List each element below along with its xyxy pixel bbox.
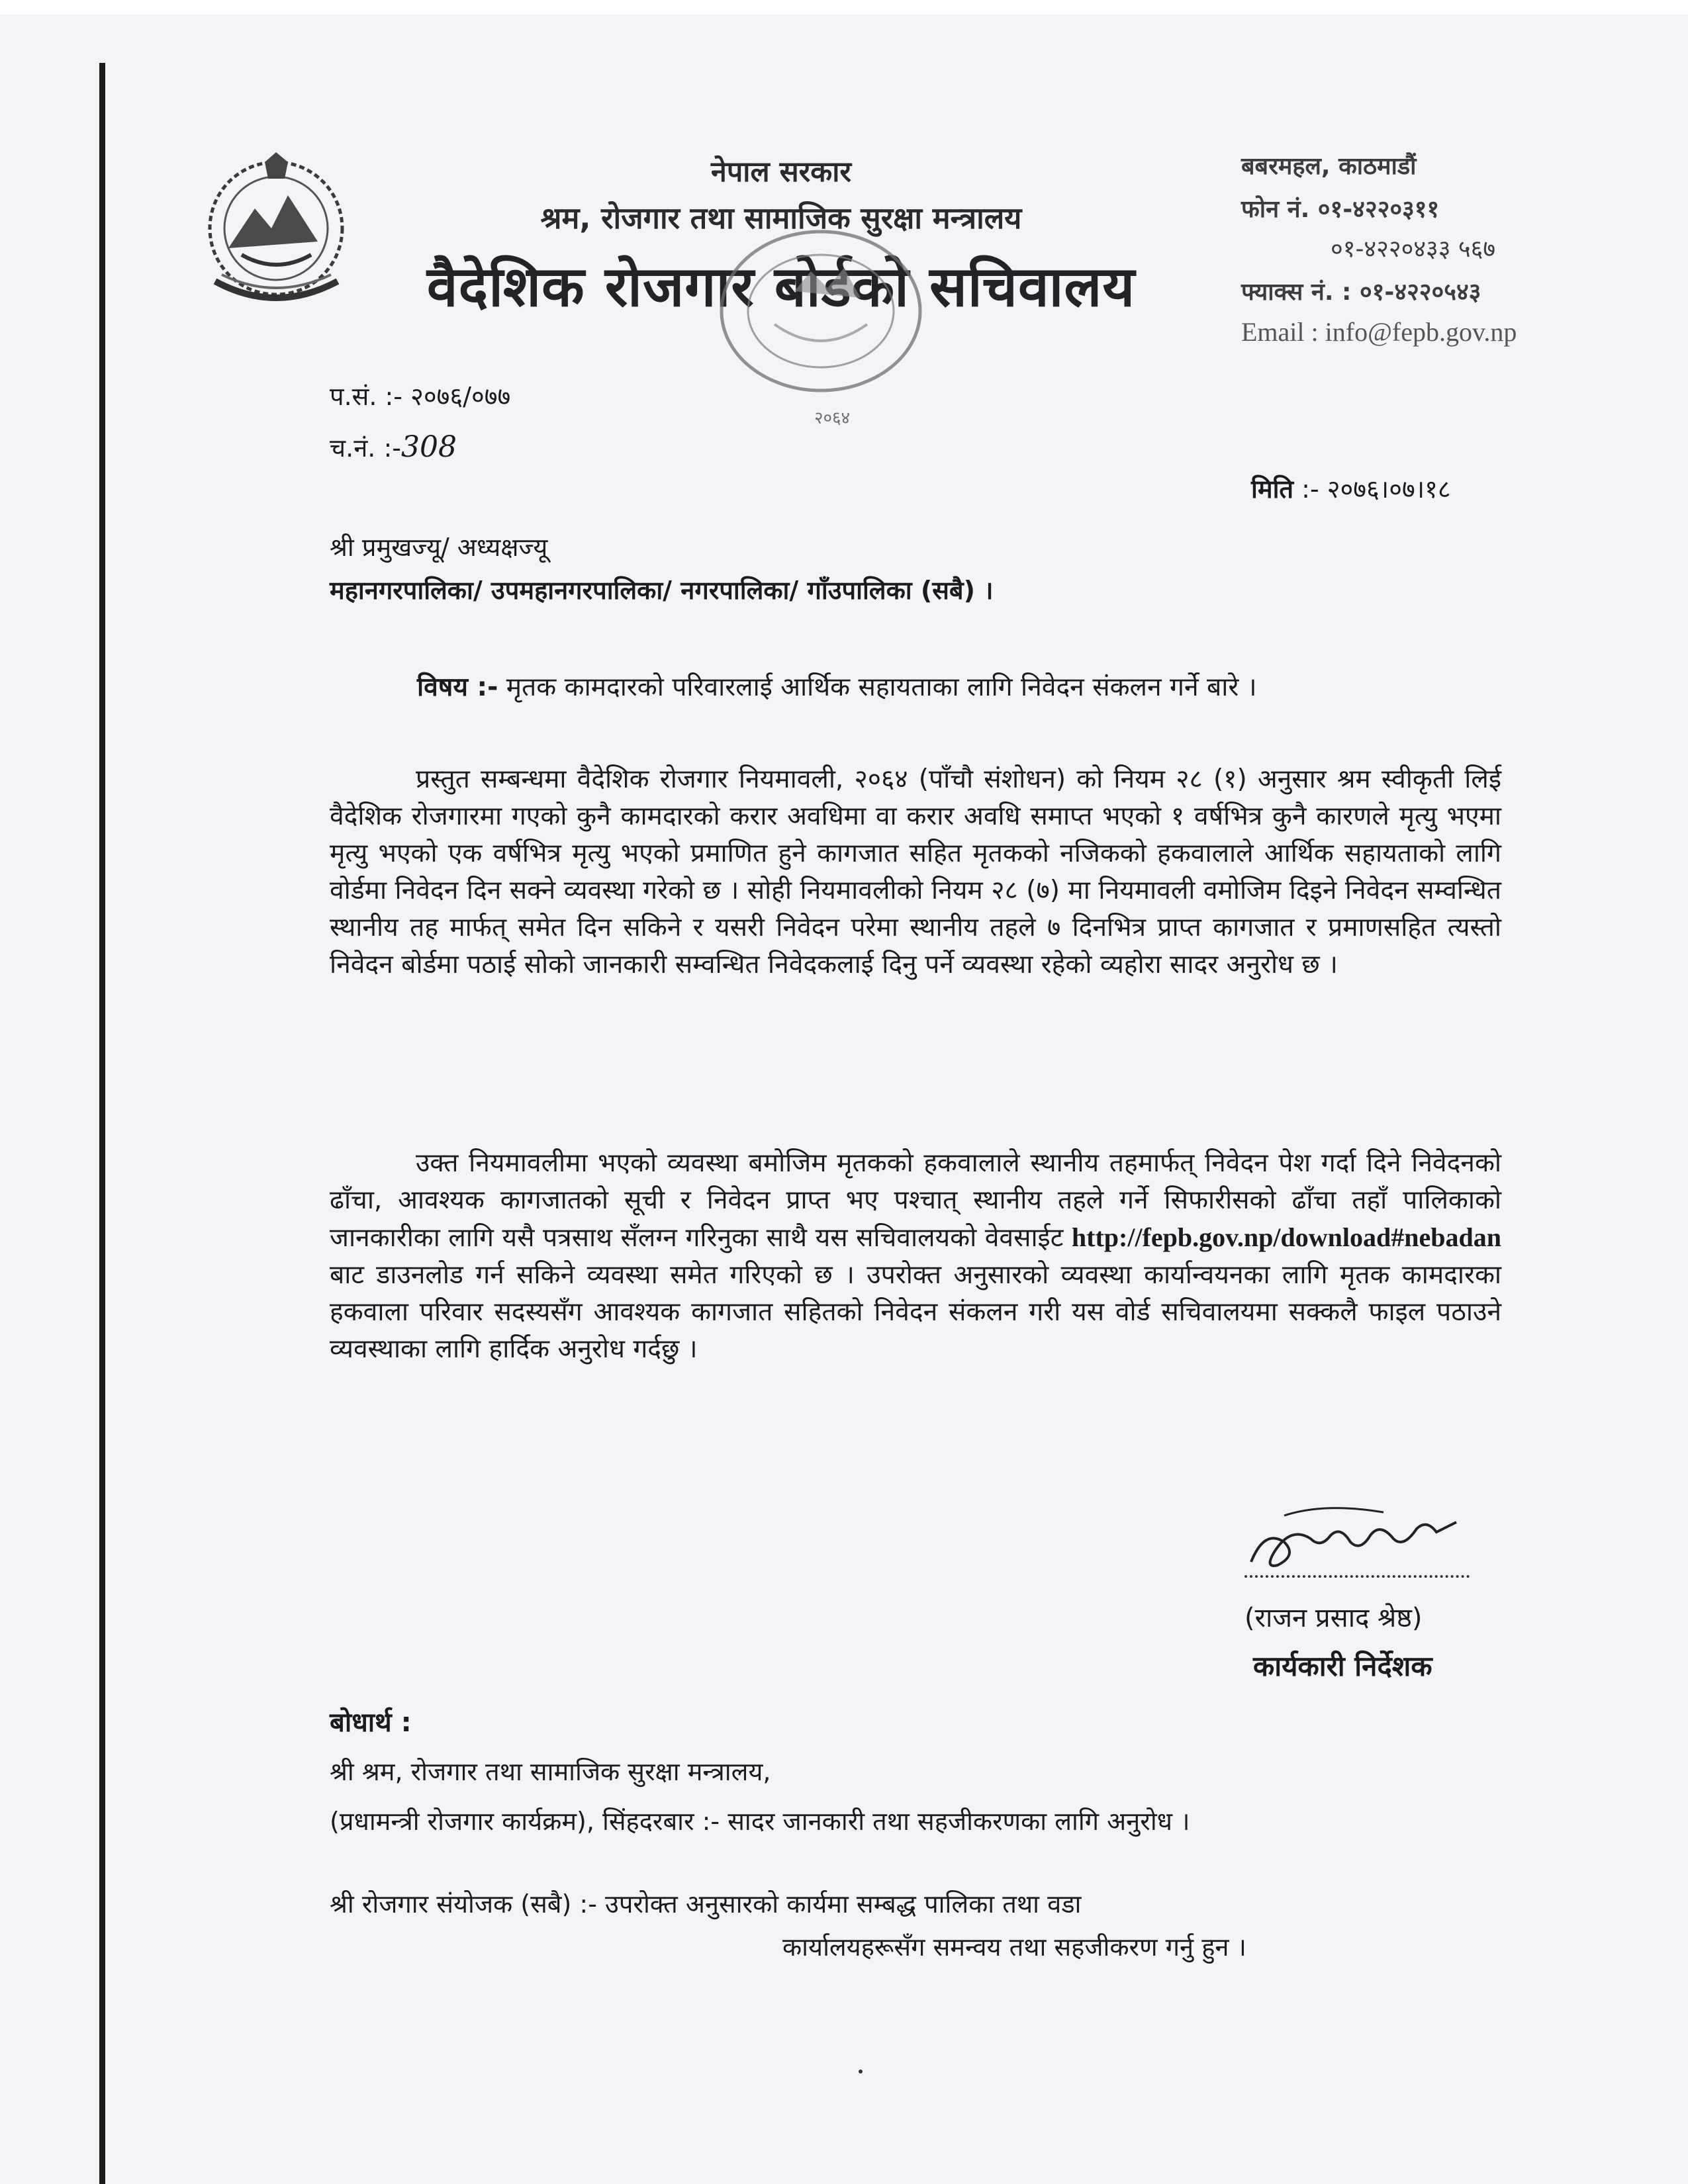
body-paragraph-2-text-a: उक्त नियमावलीमा भएको व्यवस्था बमोजिम मृतकको हकवालाले स्थानीय तहमार्फत् निवेदन पेश गर्दा दिने निवेदनको ढाँचा, आवश्यक कागजातको सूची र निवेदन प्राप्त भए पश्चात् स्थानीय तहले गर्ने सिफारीसको ढाँचा तहाँ पालिकाको जानकारीका लागि यसै पत्रसाथ सँलग्न गरिनुका साथै यस सचिवालयको वेवसाईट [330, 1148, 1501, 1253]
fiscal-year-value: २०७६/०७७ [410, 382, 511, 411]
body-paragraph-1-text: प्रस्तुत सम्बन्धमा वैदेशिक रोजगार नियमावली, २०६४ (पाँचौ संशोधन) को नियम २८ (१) अनुसार श्रम स्वीकृती लिई वैदेशिक रोजगारमा गएको कुनै कामदारको करार अवधिमा वा करार अवधि समाप्त भएको १ वर्षभित्र कुनै कारणले मृत्यु भएमा मृत्यु भएको एक वर्षभित्र मृत्यु भएको प्रमाणित हुने कागजात सहित मृतकको नजिकको हकवालाले आर्थिक सहायताको लागि वोर्डमा निवेदन दिन सक्ने व्यवस्था गरेको छ । सोही नियमावलीको नियम २८ (७) मा नियमावली वमोजिम दिइने निवेदन सम्वन्धित स्थानीय तह मार्फत् समेत दिन सकिने र यसरी निवेदन परेमा स्थानीय तहले ७ दिनभित्र प्राप्त कागजात र प्रमाणसहित त्यस्तो निवेदन बोर्डमा पठाई सोको जानकारी सम्वन्धित निवेदकलाई दिनु पर्ने व्यवस्था रहेको व्यहोरा सादर अनुरोध छ । [330, 764, 1501, 979]
government-title: नेपाल सरकार [711, 156, 851, 189]
subject-label: विषय :- [417, 672, 498, 702]
body-paragraph-2 [330, 1145, 1501, 1368]
cc-line-4: कार्यालयहरूसँग समन्वय तथा सहजीकरण गर्नु हुन । [782, 1933, 1246, 1962]
body-paragraph-1 [330, 761, 1501, 983]
official-seal-stamp [695, 225, 947, 424]
signer-name: (राजन प्रसाद श्रेष्ठ) [1244, 1603, 1423, 1633]
body-paragraph-2-text-b: बाट डाउनलोड गर्न सकिने व्यवस्था समेत गरिएको छ । उपरोक्त अनुसारको व्यवस्था कार्यान्वयनका लागि मृतक कामदारका हकवाला परिवार सदस्यसँग आवश्यक कागजात सहितको निवेदन संकलन गरी यस वोर्ड सचिवालयमा सक्कलै फाइल पठाउने व्यवस्थाका लागि हार्दिक अनुरोध गर्दछु । [330, 1260, 1501, 1364]
addressee-line-1: श्री प्रमुखज्यू/ अध्यक्षज्यू [330, 533, 548, 562]
download-url: http://fepb.gov.np/download#nebadan [1071, 1222, 1501, 1252]
fiscal-year-label: प.सं. :- [330, 382, 403, 411]
scan-edge [0, 0, 1688, 15]
left-margin-rule [99, 63, 105, 2184]
date-label: मिति [1251, 475, 1294, 504]
subject-text: मृतक कामदारको परिवारलाई आर्थिक सहायताका लागि निवेदन संकलन गर्ने बारे । [506, 672, 1257, 702]
contact-phone: फोन नं. ०१-४२२०३११ [1241, 196, 1440, 223]
subject-line [417, 668, 1257, 704]
addressee-line-2: महानगरपालिका/ उपमहानगरपालिका/ नगरपालिका/ गाँउपालिका (सबै) । [330, 576, 994, 605]
contact-email: Email : info@fepb.gov.np [1241, 317, 1517, 347]
secretariat-title: वैदेशिक रोजगार बोर्डको सचिवालय [426, 254, 1136, 319]
fiscal-year-ref [330, 379, 510, 413]
cc-line-1: श्री श्रम, रोजगार तथा सामाजिक सुरक्षा मन्त्रालय, [330, 1757, 771, 1786]
date-value: :- २०७६।०७।१८ [1301, 475, 1451, 504]
dispatch-number-handwritten: 308 [400, 430, 457, 464]
contact-phone-2: ०१-४२२०४३३ ५६७ [1331, 236, 1496, 263]
dispatch-number-ref [330, 430, 457, 465]
contact-address: बबरमहल, काठमाडौं [1241, 153, 1417, 180]
cc-line-3: श्री रोजगार संयोजक (सबै) :- उपरोक्त अनुसारको कार्यमा सम्बद्ध पालिका तथा वडा [330, 1889, 1082, 1919]
contact-fax: फ्याक्स नं. : ०१-४२२०५४३ [1241, 279, 1481, 306]
nepal-emblem-icon [202, 149, 351, 314]
dispatch-label: च.नं. :- [330, 433, 401, 463]
cc-line-2: (प्रधामन्त्री रोजगार कार्यक्रम), सिंहदरबार :- सादर जानकारी तथा सहजीकरणका लागि अनुरोध । [330, 1807, 1190, 1836]
scan-speck [859, 2070, 863, 2073]
cc-label: बोधार्थ : [330, 1707, 412, 1738]
ministry-title: श्रम, रोजगार तथा सामाजिक सुरक्षा मन्त्रालय [540, 201, 1022, 236]
stamp-year: २०६४ [814, 408, 851, 428]
handwritten-signature [1238, 1489, 1489, 1575]
letter-date [1251, 471, 1451, 506]
signer-title: कार्यकारी निर्देशक [1253, 1650, 1432, 1682]
signature-rule [1244, 1575, 1470, 1578]
